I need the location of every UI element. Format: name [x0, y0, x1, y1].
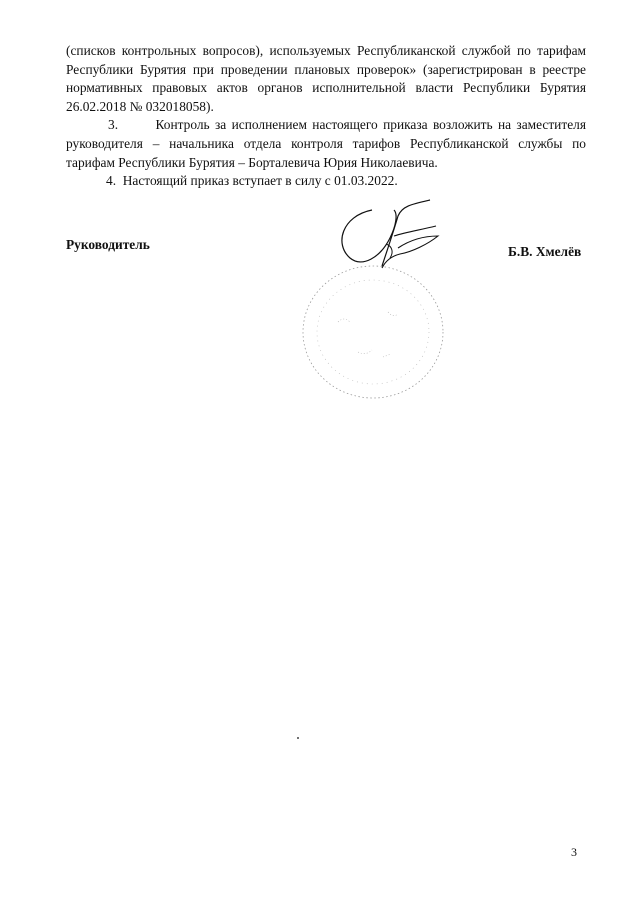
- paragraph-item-4: 4. Настоящий приказ вступает в силу с 01.03.2022.: [106, 173, 398, 189]
- scan-dot: [297, 737, 299, 739]
- paragraph-item-3: 3. Контроль за исполнением настоящего приказа возложить на заместителя руководителя – начальника отдела контроля тарифов Республиканской службы по тарифам Республики Бурятия – Борталевича Юрия Николаевича.: [66, 117, 586, 170]
- paragraph-continuation: (списков контрольных вопросов), используемых Республиканской службой по тарифам Республики Бурятия при проведении плановых проверок» (зарегистрирован в реестре нормативных правовых актов органов исполнительной власти Республики Бурятия 26.02.2018 № 032018058).: [66, 43, 586, 114]
- signatory-name: Б.В. Хмелёв: [508, 244, 582, 259]
- signatory-role: Руководитель: [66, 237, 150, 252]
- document-body: [66, 42, 586, 191]
- page-number: 3: [571, 845, 577, 859]
- handwritten-signature: [332, 196, 442, 286]
